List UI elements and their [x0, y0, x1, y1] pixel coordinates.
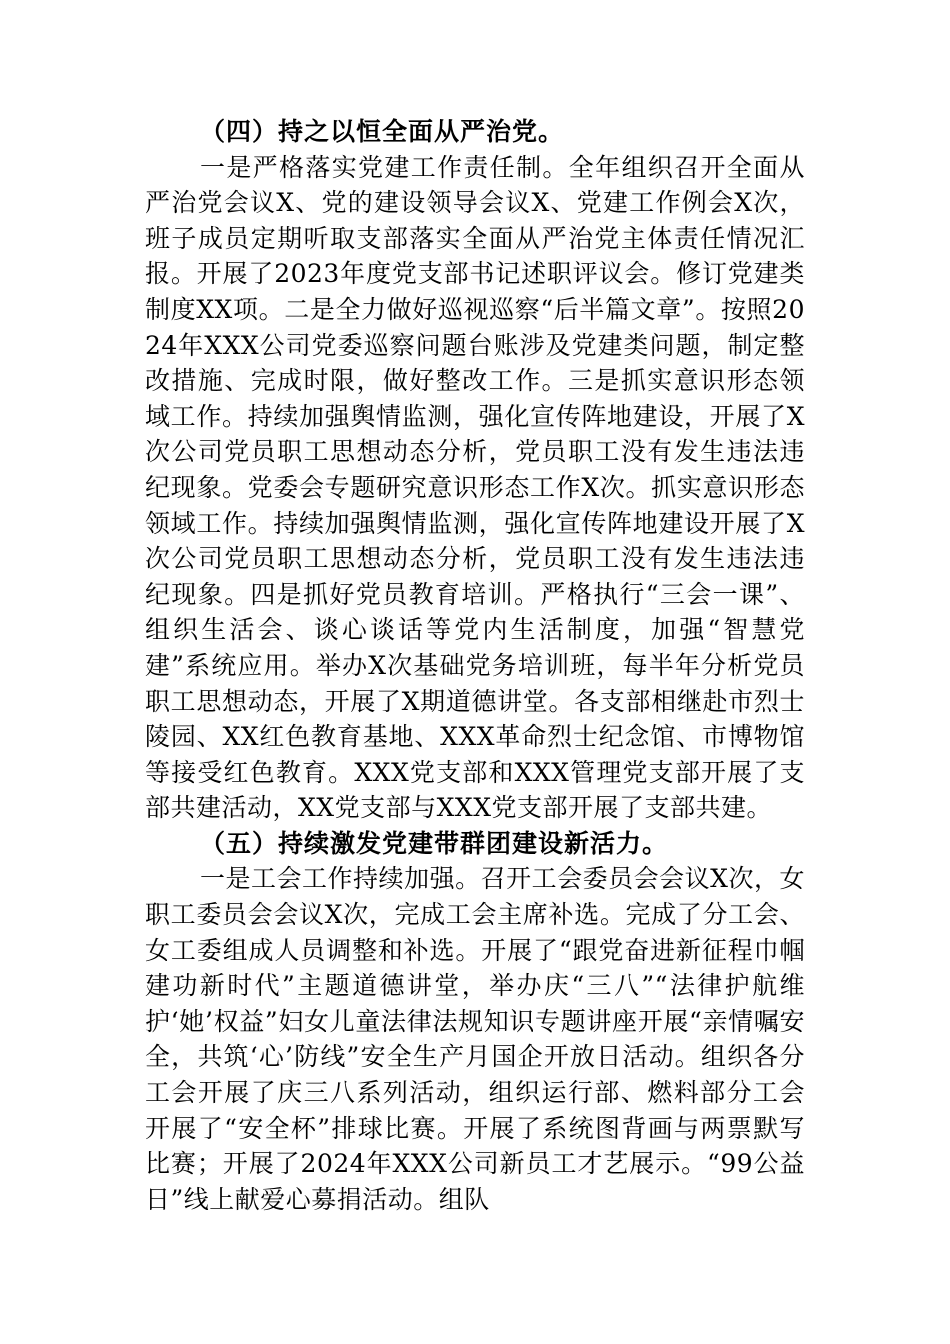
section-5-heading: （五）持续激发党建带群团建设新活力。	[200, 828, 669, 858]
section-4-paragraph: 一是严格落实党建工作责任制。全年组织召开全面从严治党会议X、党的建设领导会议X、党建工作例会X次，班子成员定期听取支部落实全面从严治党主体责任情况汇报。开展了2023年度党支部书记述职评议会。修订党建类制度XX项。二是全力做好巡视巡察“后半篇文章”。按照2024年XXX公司党委巡察问题台账涉及党建类问题，制定整改措施、完成时限，做好整改工作。三是抓实意识形态领域工作。持续加强舆情监测，强化宣传阵地建设，开展了X次公司党员职工思想动态分析，党员职工没有发生违法违纪现象。党委会专题研究意识形态工作X次。抓实意识形态领域工作。持续加强舆情监测，强化宣传阵地建设开展了X次公司党员职工思想动态分析，党员职工没有发生违法违纪现象。四是抓好党员教育培训。严格执行“三会一课”、组织生活会、谈心谈话等党内生活制度，加强“智慧党建”系统应用。举办X次基础党务培训班，每半年分析党员职工思想动态，开展了X期道德讲堂。各支部相继赴市烈士陵园、XX红色教育基地、XXX革命烈士纪念馆、市博物馆等接受红色教育。XXX党支部和XXX管理党支部开展了支部共建活动，XX党支部与XXX党支部开展了支部共建。	[145, 152, 805, 823]
document-body	[145, 114, 805, 1217]
section-5-paragraph: 一是工会工作持续加强。召开工会委员会会议X次，女职工委员会会议X次，完成工会主席补选。完成了分工会、女工委组成人员调整和补选。开展了“跟党奋进新征程巾帼建功新时代”主题道德讲堂，举办庆“三八”“法律护航维护‘她’权益”妇女儿童法律法规知识专题讲座开展“亲情嘱安全，共筑‘心’防线”安全生产月国企开放日活动。组织各分工会开展了庆三八系列活动，组织运行部、燃料部分工会开展了“安全杯”排球比赛。开展了系统图背画与两票默写比赛；开展了2024年XXX公司新员工才艺展示。“99公益日”线上献爱心募捐活动。组队	[145, 864, 805, 1214]
section-4-heading: （四）持之以恒全面从严治党。	[200, 117, 565, 146]
